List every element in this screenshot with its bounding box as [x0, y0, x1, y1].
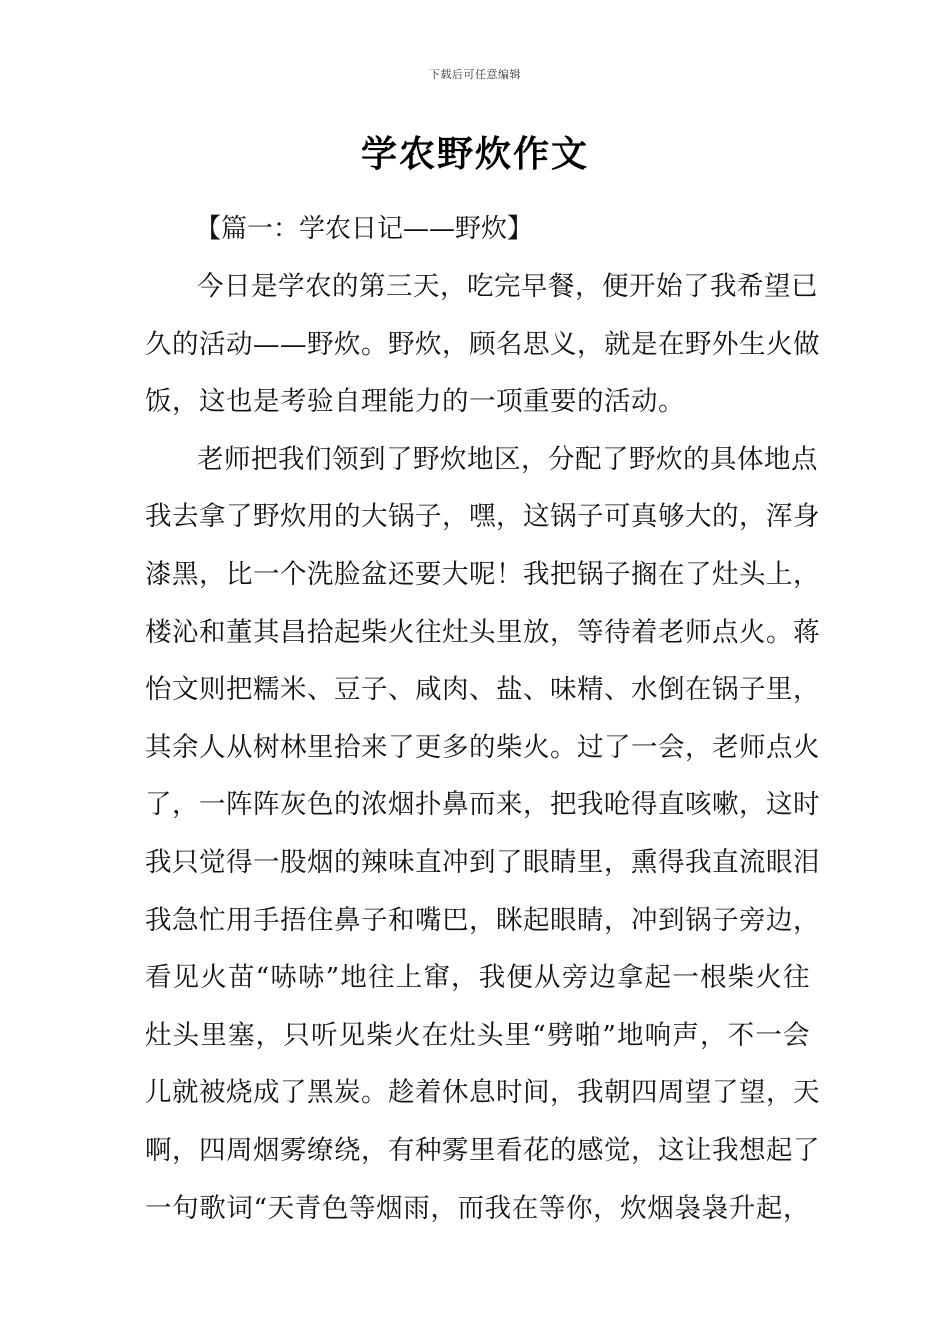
header-note: 下载后可任意编辑	[429, 68, 521, 81]
document-body	[145, 200, 820, 1237]
paragraph-line: 其余人从树林里拾来了更多的柴火。过了一会，老师点火	[145, 731, 820, 763]
paragraph-line: 我只觉得一股烟的辣味直冲到了眼睛里，熏得我直流眼泪	[145, 846, 820, 878]
section-heading: 【篇一：学农日记——野炊】	[195, 214, 534, 244]
paragraph-line: 饭，这也是考验自理能力的一项重要的活动。	[145, 386, 685, 418]
paragraph-line: 我去拿了野炊用的大锅子，嘿，这锅子可真够大的，浑身	[145, 501, 820, 533]
paragraph-line: 儿就被烧成了黑炭。趁着休息时间，我朝四周望了望，天	[145, 1077, 820, 1109]
paragraph-line: 灶头里塞，只听见柴火在灶头里“劈啪”地响声，不一会	[145, 1019, 810, 1051]
paragraph-1	[145, 258, 820, 431]
paragraph-line: 怡文则把糯米、豆子、咸肉、盐、味精、水倒在锅子里，	[145, 674, 820, 706]
paragraph-line: 今日是学农的第三天，吃完早餐，便开始了我希望已	[197, 271, 818, 302]
paragraph-line: 一句歌词“天青色等烟雨，而我在等你，炊烟袅袅升起，	[145, 1192, 810, 1224]
paragraph-line: 了，一阵阵灰色的浓烟扑鼻而来，把我呛得直咳嗽，这时	[145, 789, 820, 821]
paragraph-line: 看见火苗“哧哧”地往上窜，我便从旁边拿起一根柴火往	[145, 962, 810, 994]
document-title: 学农野炊作文	[360, 134, 589, 175]
paragraph-2	[145, 431, 820, 1237]
paragraph-line: 漆黑，比一个洗脸盆还要大呢！我把锅子搁在了灶头上，	[145, 558, 820, 590]
paragraph-line: 啊，四周烟雾缭绕，有种雾里看花的感觉，这让我想起了	[145, 1134, 820, 1166]
paragraph-line: 久的活动——野炊。野炊，顾名思义，就是在野外生火做	[145, 328, 820, 360]
paragraph-line: 老师把我们领到了野炊地区，分配了野炊的具体地点	[197, 443, 818, 475]
paragraph-line: 楼沁和董其昌拾起柴火往灶头里放，等待着老师点火。蒋	[145, 616, 820, 648]
paragraph-line: 我急忙用手捂住鼻子和嘴巴，眯起眼睛，冲到锅子旁边，	[145, 904, 820, 936]
